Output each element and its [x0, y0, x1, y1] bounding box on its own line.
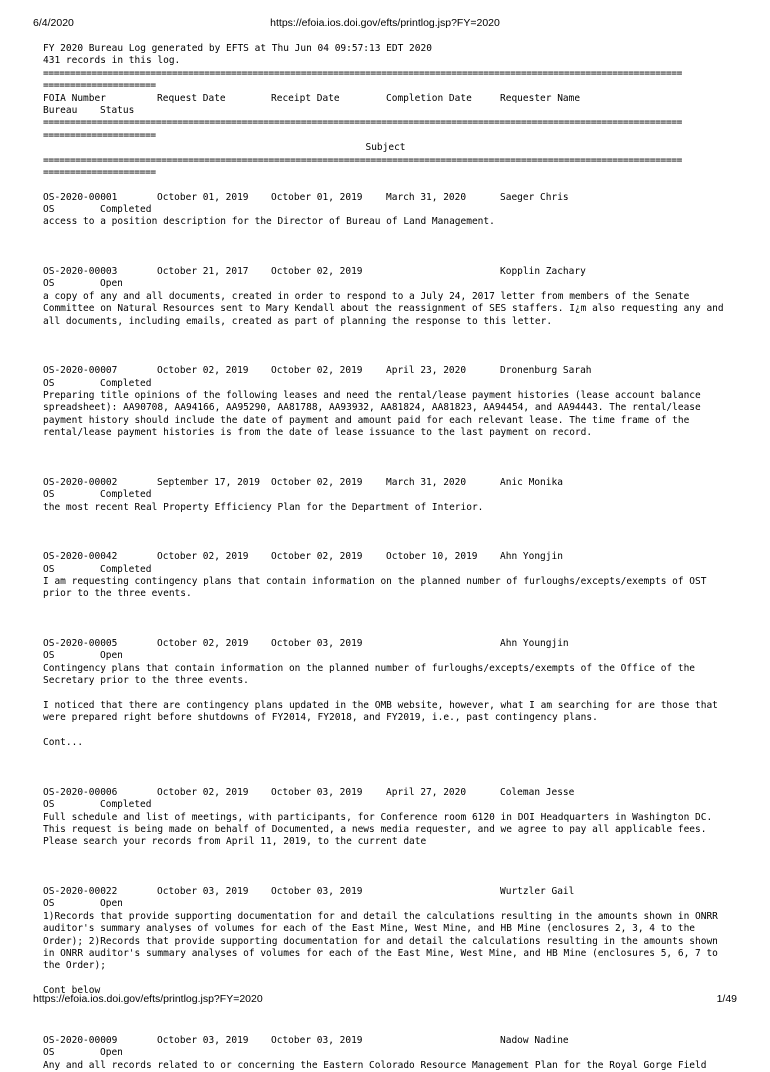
completion-date: March 31, 2020 — [386, 476, 467, 488]
record-main-row — [43, 192, 728, 204]
status: Completed — [100, 563, 152, 575]
subject-paragraph: Cont below — [43, 985, 101, 997]
bureau: OS — [43, 898, 55, 910]
foia-number: OS-2020-00002 — [43, 476, 118, 488]
record-status-row — [43, 1047, 728, 1059]
separator: ======================================================================================================================= — [43, 67, 682, 79]
subject-paragraph: the most recent Real Property Efficiency Plan for the Department of Interior. — [43, 501, 484, 513]
receipt-date: October 01, 2019 — [271, 191, 363, 203]
subject-paragraph: Contingency plans that contain information on the planned number of furloughs/excepts/exempts of the Office of the Secretary prior to the three events. — [43, 662, 696, 687]
status: Completed — [100, 377, 152, 389]
log-record — [43, 365, 728, 439]
completion-date: April 23, 2020 — [386, 365, 467, 377]
requester-name: Coleman Jesse — [500, 786, 575, 798]
log-record — [43, 477, 728, 514]
request-date: October 01, 2019 — [157, 191, 249, 203]
subject-paragraph: Cont... — [43, 737, 84, 749]
bureau: OS — [43, 650, 55, 662]
subject — [43, 216, 728, 228]
separator: ======================================================================================================================= — [43, 117, 682, 129]
request-date: October 02, 2019 — [157, 786, 249, 798]
subject-paragraph: I noticed that there are contingency plans updated in the OMB website, however, what I am searching for are those that were prepared right before shutdowns of FY2014, FY2018, and FY2019, i.e., past contingency plans. — [43, 699, 718, 724]
subject — [43, 812, 728, 849]
subject-paragraph: Full schedule and list of meetings, with participants, for Conference room 6120 in DOI Headquarters in Washington DC. This request is being made on behalf of Documented, a news media requester, and we agree to pay all applicable fees. Please search your records from April 11, 2019, to the current date — [43, 811, 713, 848]
foia-number: OS-2020-00042 — [43, 551, 118, 563]
foia-number: OS-2020-00009 — [43, 1034, 118, 1046]
record-main-row — [43, 638, 728, 650]
request-date: October 03, 2019 — [157, 885, 249, 897]
spacer — [43, 725, 728, 737]
print-date: 6/4/2020 — [33, 17, 74, 29]
status: Open — [100, 650, 123, 662]
requester-name: Dronenburg Sarah — [500, 365, 592, 377]
spacer — [43, 750, 728, 787]
separator: ===================== — [43, 129, 156, 141]
requester-name: Kopplin Zachary — [500, 266, 586, 278]
record-status-row — [43, 489, 728, 501]
subject — [43, 390, 728, 440]
separator: ===================== — [43, 166, 156, 178]
status: Open — [100, 898, 123, 910]
foia-number: OS-2020-00001 — [43, 191, 118, 203]
subject — [43, 1060, 728, 1072]
spacer — [43, 601, 728, 638]
receipt-date: October 02, 2019 — [271, 551, 363, 563]
bureau: OS — [43, 278, 55, 290]
spacer — [43, 179, 728, 191]
spacer — [43, 514, 728, 551]
log-title: FY 2020 Bureau Log generated by EFTS at Thu Jun 04 09:57:13 EDT 2020 — [43, 43, 432, 54]
column-header-row — [43, 93, 728, 105]
record-status-row — [43, 898, 728, 910]
separator: ===================== — [43, 80, 156, 92]
record-count: 431 records in this log. — [43, 55, 181, 67]
log-record — [43, 1035, 728, 1072]
column-bureau: Bureau — [43, 104, 78, 116]
record-main-row — [43, 365, 728, 377]
subject-paragraph: Preparing title opinions of the following leases and need the rental/lease payment histories (lease account balance spreadsheet): AA90708, AA94166, AA95290, AA81788, AA93932, AA81824, AA81823, AA94454, and AA94443. The rental/lease payment history should include the date of payment and amount paid for each relevant lease. The time frame of the rental/lease payment histories is from the date of lease issuance to the last payment on record. — [43, 390, 701, 439]
record-status-row — [43, 650, 728, 662]
record-main-row — [43, 266, 728, 278]
foia-number: OS-2020-00006 — [43, 786, 118, 798]
record-status-row — [43, 799, 728, 811]
column-subject: Subject — [365, 142, 406, 154]
browser-print-footer — [33, 992, 737, 1006]
spacer — [43, 440, 728, 477]
subject-paragraph: access to a position description for the Director of Bureau of Land Management. — [43, 216, 495, 228]
requester-name: Wurtzler Gail — [500, 885, 575, 897]
requester-name: Anic Monika — [500, 476, 563, 488]
request-date: October 03, 2019 — [157, 1034, 249, 1046]
requester-name: Nadow Nadine — [500, 1034, 569, 1046]
bureau: OS — [43, 799, 55, 811]
subject-paragraph: 1)Records that provide supporting documentation for and detail the calculations resulting in the amounts shown in ONRR auditor's summary analyses of volumes for each of the East Mine, West Mine, and HB Mine (enclosures 2, 3, 4 to the Order); 2)Records that provide supporting documentation for and detail the calculations resulting in the amounts shown in ONRR auditor's summary analyses of volumes for each of the East Mine, West Mine, and HB Mine (enclosures 5, 6, 7 to the Order); — [43, 910, 718, 972]
request-date: October 02, 2019 — [157, 638, 249, 649]
status: Completed — [100, 799, 152, 811]
subject-paragraph: Any and all records related to or concerning the Eastern Colorado Resource Management Plan for the Royal Gorge Field — [43, 1059, 707, 1071]
column-receipt-date: Receipt Date — [271, 92, 340, 104]
receipt-date: October 02, 2019 — [271, 365, 363, 377]
log-record — [43, 638, 728, 750]
requester-name: Ahn Youngjin — [500, 638, 569, 649]
foia-number: OS-2020-00007 — [43, 365, 118, 377]
bureau: OS — [43, 563, 55, 575]
completion-date: October 10, 2019 — [386, 551, 478, 563]
request-date: October 02, 2019 — [157, 551, 249, 563]
log-record — [43, 886, 728, 998]
subject — [43, 911, 728, 998]
status: Open — [100, 278, 123, 290]
record-list — [43, 179, 728, 1072]
record-status-row — [43, 378, 728, 390]
separator: ======================================================================================================================= — [43, 154, 682, 166]
request-date: September 17, 2019 — [157, 476, 260, 488]
request-date: October 21, 2017 — [157, 266, 249, 278]
column-header-row-2 — [43, 105, 728, 117]
print-url: https://efoia.ios.doi.gov/efts/printlog.jsp?FY=2020 — [270, 17, 500, 29]
record-status-row — [43, 278, 728, 290]
foia-number: OS-2020-00003 — [43, 266, 118, 278]
record-main-row — [43, 886, 728, 898]
log-record — [43, 551, 728, 601]
completion-date: April 27, 2020 — [386, 786, 467, 798]
foia-number: OS-2020-00005 — [43, 638, 118, 649]
status: Completed — [100, 204, 152, 216]
completion-date: March 31, 2020 — [386, 191, 467, 203]
browser-print-header — [33, 16, 737, 30]
column-foia-number: FOIA Number — [43, 92, 106, 104]
bureau: OS — [43, 204, 55, 216]
column-requester-name: Requester Name — [500, 92, 581, 104]
bureau: OS — [43, 377, 55, 389]
status: Completed — [100, 489, 152, 501]
subject-paragraph: a copy of any and all documents, created in order to respond to a July 24, 2017 letter from members of the Senate Committee on Natural Resources sent to Mary Kendall about the reassignment of SES staffers. I¿m also requesting any and all documents, including emails, created as part of planning the response to this letter. — [43, 290, 724, 327]
log-record — [43, 266, 728, 328]
record-main-row — [43, 787, 728, 799]
request-date: October 02, 2019 — [157, 365, 249, 377]
spacer — [43, 229, 728, 266]
column-request-date: Request Date — [157, 92, 226, 104]
receipt-date: October 02, 2019 — [271, 266, 363, 278]
receipt-date: October 02, 2019 — [271, 476, 363, 488]
spacer — [43, 849, 728, 886]
status: Open — [100, 1047, 123, 1059]
subject-paragraph: I am requesting contingency plans that contain information on the planned number of furloughs/excepts/exempts of OST prior to the three events. — [43, 576, 707, 600]
record-main-row — [43, 551, 728, 563]
bureau: OS — [43, 1047, 55, 1059]
record-status-row — [43, 564, 728, 576]
footer-url: https://efoia.ios.doi.gov/efts/printlog.jsp?FY=2020 — [33, 993, 263, 1005]
record-main-row — [43, 477, 728, 489]
column-status: Status — [100, 104, 135, 116]
record-main-row — [43, 1035, 728, 1047]
receipt-date: October 03, 2019 — [271, 1034, 363, 1046]
spacer — [43, 688, 728, 700]
record-status-row — [43, 204, 728, 216]
requester-name: Saeger Chris — [500, 191, 569, 203]
receipt-date: October 03, 2019 — [271, 638, 363, 649]
receipt-date: October 03, 2019 — [271, 885, 363, 897]
receipt-date: October 03, 2019 — [271, 786, 363, 798]
requester-name: Ahn Yongjin — [500, 551, 563, 563]
subject — [43, 502, 728, 514]
subject — [43, 576, 728, 601]
subject — [43, 291, 728, 328]
bureau: OS — [43, 489, 55, 501]
spacer — [43, 328, 728, 365]
subject — [43, 663, 728, 750]
column-completion-date: Completion Date — [386, 92, 472, 104]
foia-number: OS-2020-00022 — [43, 885, 118, 897]
log-record — [43, 787, 728, 849]
log-record — [43, 192, 728, 229]
page-number: 1/49 — [716, 993, 737, 1005]
spacer — [43, 973, 728, 985]
